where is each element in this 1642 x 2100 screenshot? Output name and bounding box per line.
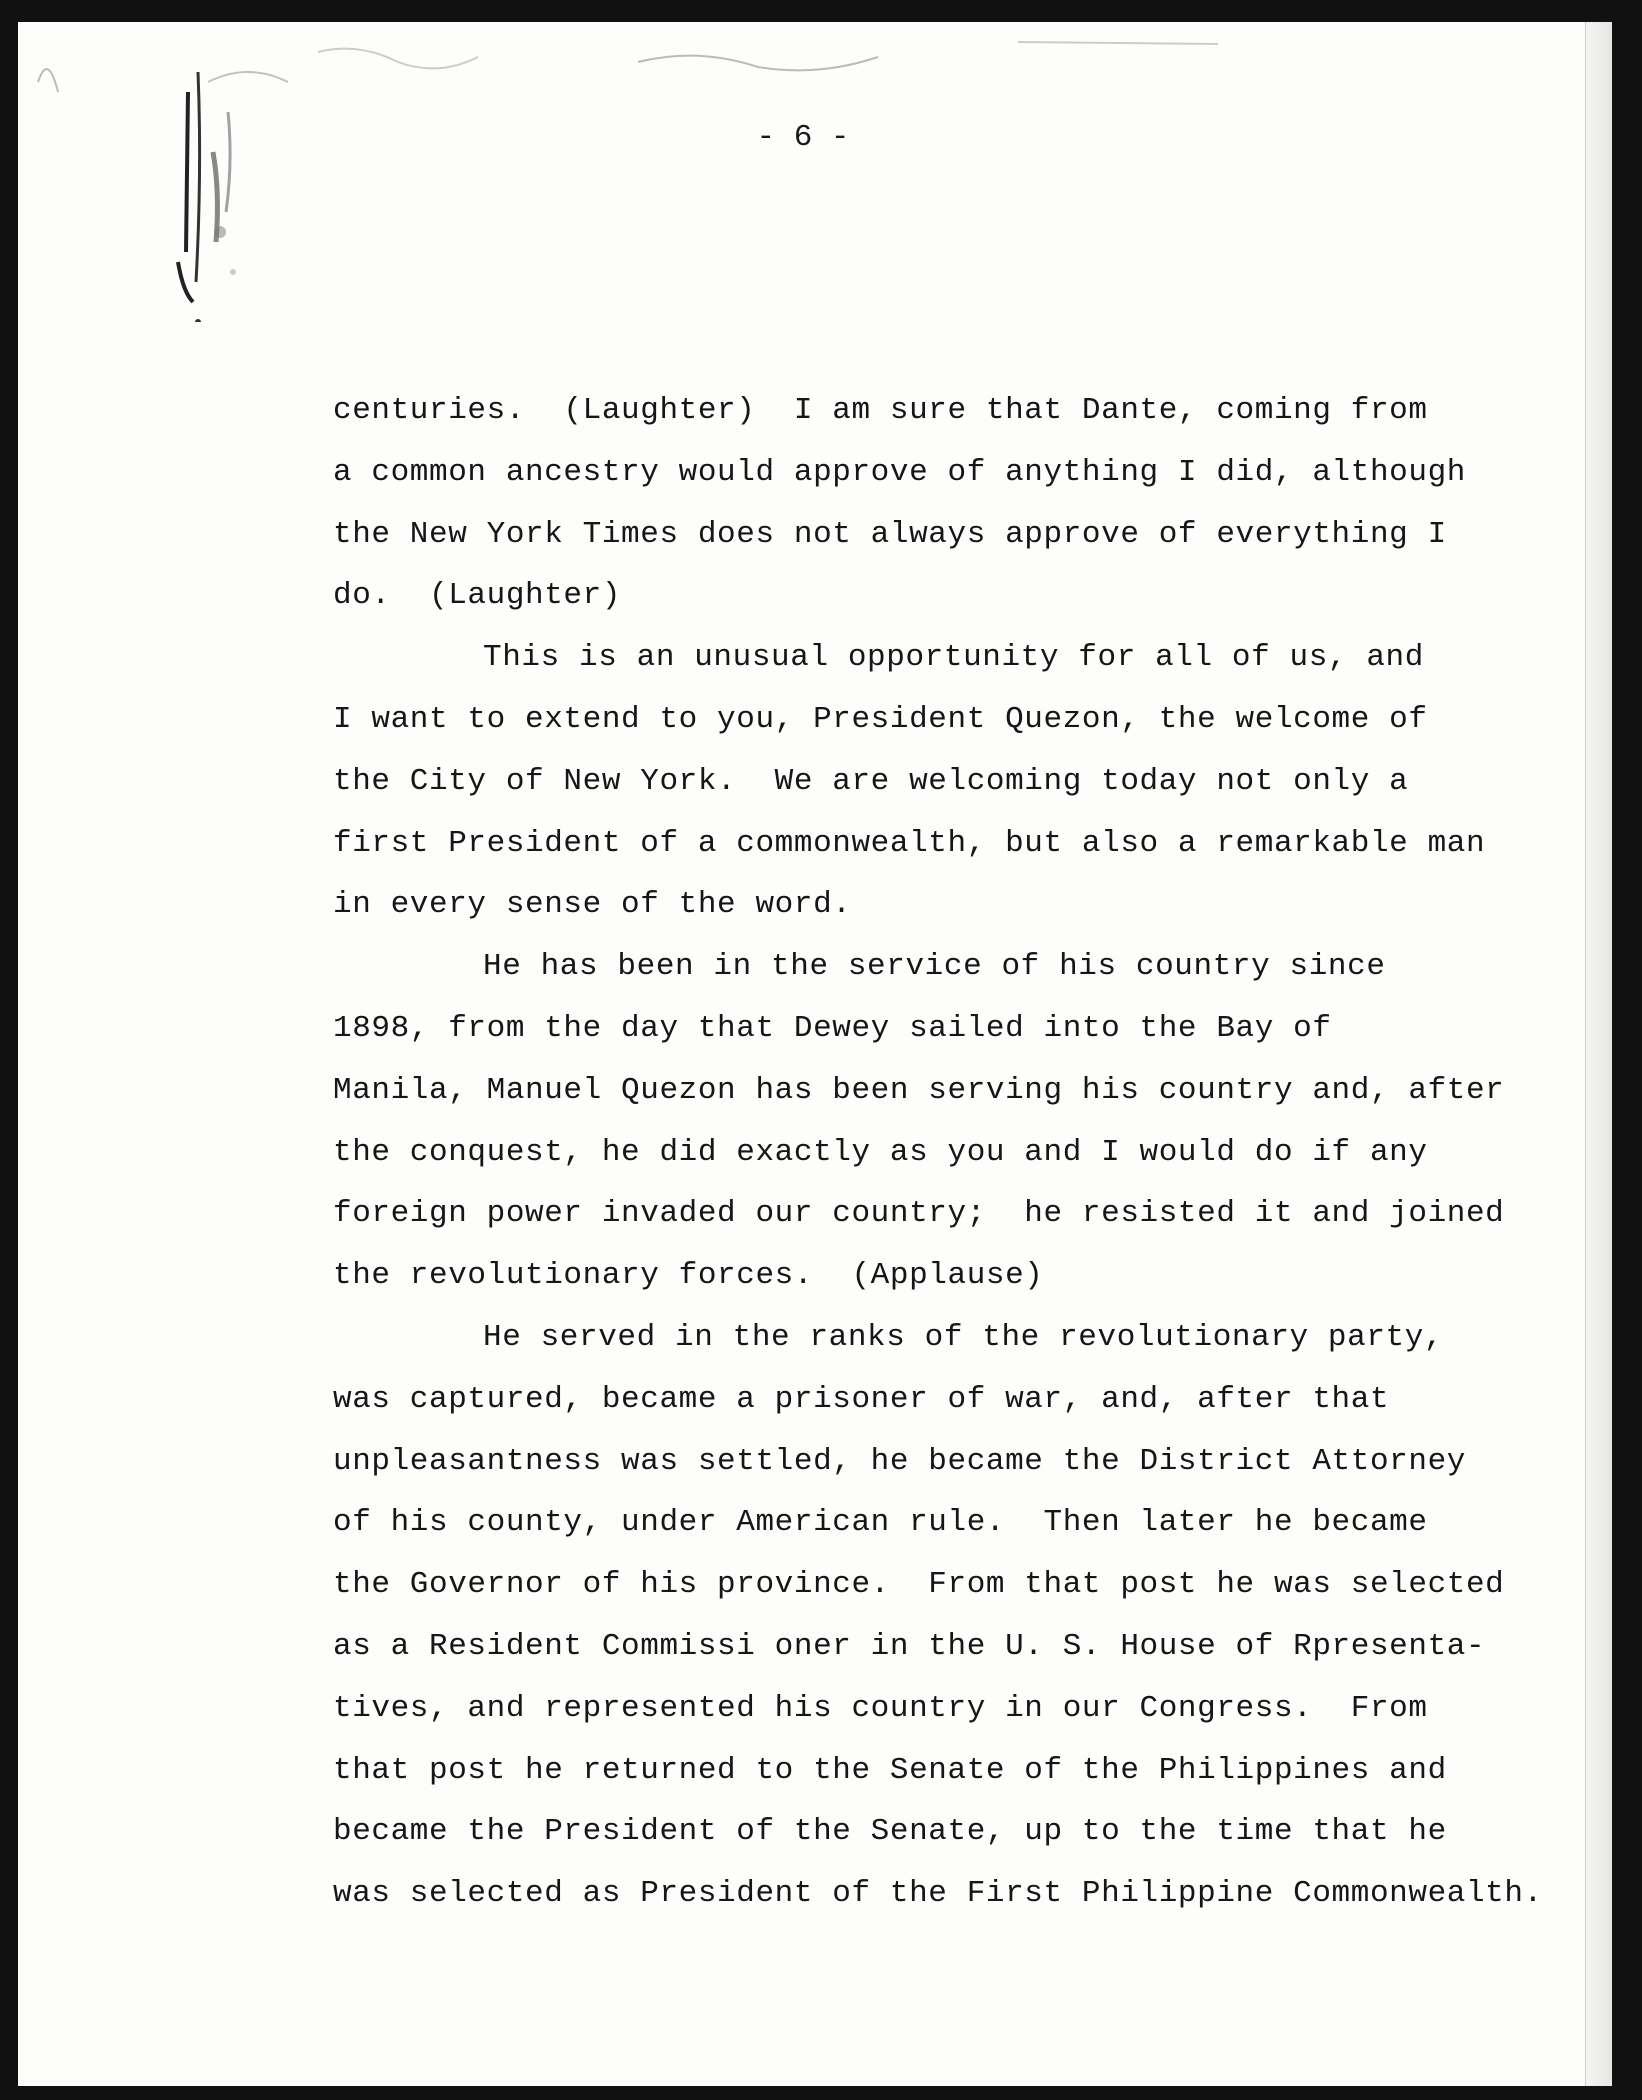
text-line: the conquest, he did exactly as you and I would do if any	[333, 1134, 1428, 1170]
text-line: unpleasantness was settled, he became the District Attorney	[333, 1443, 1466, 1479]
document-body	[333, 380, 1563, 1925]
text-line: This is an unusual opportunity for all of us, and	[483, 640, 1424, 676]
text-line: that post he returned to the Senate of the Philippines and	[333, 1752, 1447, 1788]
text-line: centuries. (Laughter) I am sure that Dante, coming from	[333, 393, 1428, 428]
text-line: He has been in the service of his country since	[483, 949, 1386, 985]
text-line: was captured, became a prisoner of war, and, after that	[333, 1381, 1390, 1417]
text-line: the New York Times does not always approve of everything I	[333, 516, 1447, 552]
text-line: I want to extend to you, President Quezon, the welcome of	[333, 701, 1428, 737]
text-line: do. (Laughter)	[333, 578, 622, 614]
text-line: tives, and represented his country in our Congress. From	[333, 1690, 1428, 1726]
text-line: in every sense of the word.	[333, 887, 852, 923]
page-edge	[1585, 22, 1612, 2086]
text-line: He served in the ranks of the revolutionary party,	[483, 1319, 1444, 1355]
text-line: a common ancestry would approve of anything I did, although	[333, 454, 1466, 490]
text-line: 1898, from the day that Dewey sailed into the Bay of	[333, 1010, 1332, 1046]
text-line: became the President of the Senate, up to the time that he	[333, 1814, 1447, 1850]
text-line: Manila, Manuel Quezon has been serving his country and, after	[333, 1072, 1505, 1108]
text-line: first President of a commonwealth, but also a remarkable man	[333, 825, 1486, 861]
text-line: the revolutionary forces. (Applause)	[333, 1258, 1044, 1294]
text-line: foreign power invaded our country; he resisted it and joined	[333, 1196, 1505, 1232]
text-line: as a Resident Commissi oner in the U. S. House of Rpresenta-	[333, 1628, 1486, 1664]
text-line: the Governor of his province. From that post he was selected	[333, 1567, 1505, 1603]
text-line: the City of New York. We are welcoming today not only a	[333, 763, 1409, 799]
page-number: - 6 -	[756, 120, 850, 155]
text-line: was selected as President of the First Philippine Commonwealth.	[333, 1876, 1543, 1912]
text-line: of his county, under American rule. Then later he became	[333, 1505, 1428, 1541]
top-edge-scribbles	[18, 22, 1612, 112]
